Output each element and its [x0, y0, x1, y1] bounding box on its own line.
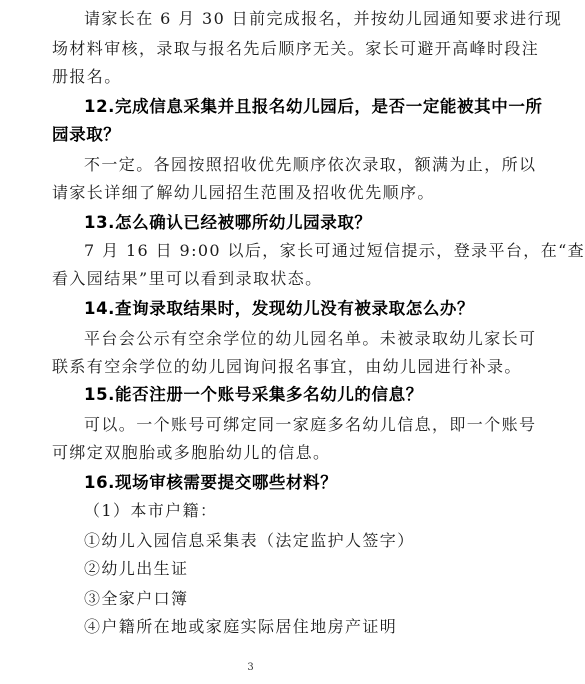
question-15-answer-line-2: 可绑定双胞胎或多胞胎幼儿的信息。	[52, 443, 331, 462]
question-12-answer-line-1: 不一定。各园按照招收优先顺序依次录取，额满为止，所以	[84, 155, 537, 174]
intro-line-1: 请家长在 6 月 30 日前完成报名，并按幼儿园通知要求进行现	[84, 9, 563, 28]
question-16-subheading: （1）本市户籍：	[84, 501, 218, 520]
material-item-1: ①幼儿入园信息采集表（法定监护人签字）	[84, 531, 415, 550]
material-item-2: ②幼儿出生证	[84, 559, 189, 578]
question-15-answer-line-1: 可以。一个账号可绑定同一家庭多名幼儿信息，即一个账号	[84, 415, 537, 434]
question-13-answer-line-2: 看入园结果”里可以看到录取状态。	[52, 269, 323, 288]
material-item-4: ④户籍所在地或家庭实际居住地房产证明	[84, 617, 398, 636]
question-16-title: 16.现场审核需要提交哪些材料？	[84, 473, 338, 492]
question-15-title: 15.能否注册一个账号采集多名幼儿的信息？	[84, 385, 423, 404]
intro-line-2: 场材料审核，录取与报名先后顺序无关。家长可避开高峰时段注	[52, 39, 540, 58]
question-14-answer-line-1: 平台会公示有空余学位的幼儿园名单。未被录取幼儿家长可	[84, 329, 537, 348]
question-14-title: 14.查询录取结果时，发现幼儿没有被录取怎么办？	[84, 299, 475, 318]
material-item-3: ③全家户口簿	[84, 589, 189, 608]
question-12-title-line-2: 园录取？	[52, 125, 121, 144]
question-12-answer-line-2: 请家长详细了解幼儿园招生范围及招收优先顺序。	[52, 183, 435, 202]
intro-line-3: 册报名。	[52, 67, 122, 86]
question-13-answer-line-1: 7 月 16 日 9:00 以后，家长可通过短信提示，登录平台，在“查	[84, 241, 585, 260]
question-12-title-line-1: 12.完成信息采集并且报名幼儿园后，是否一定能被其中一所	[84, 97, 543, 116]
question-13-title: 13.怎么确认已经被哪所幼儿园录取？	[84, 213, 372, 232]
question-14-answer-line-2: 联系有空余学位的幼儿园询问报名事宜，由幼儿园进行补录。	[52, 357, 522, 376]
page-number: 3	[247, 662, 254, 673]
